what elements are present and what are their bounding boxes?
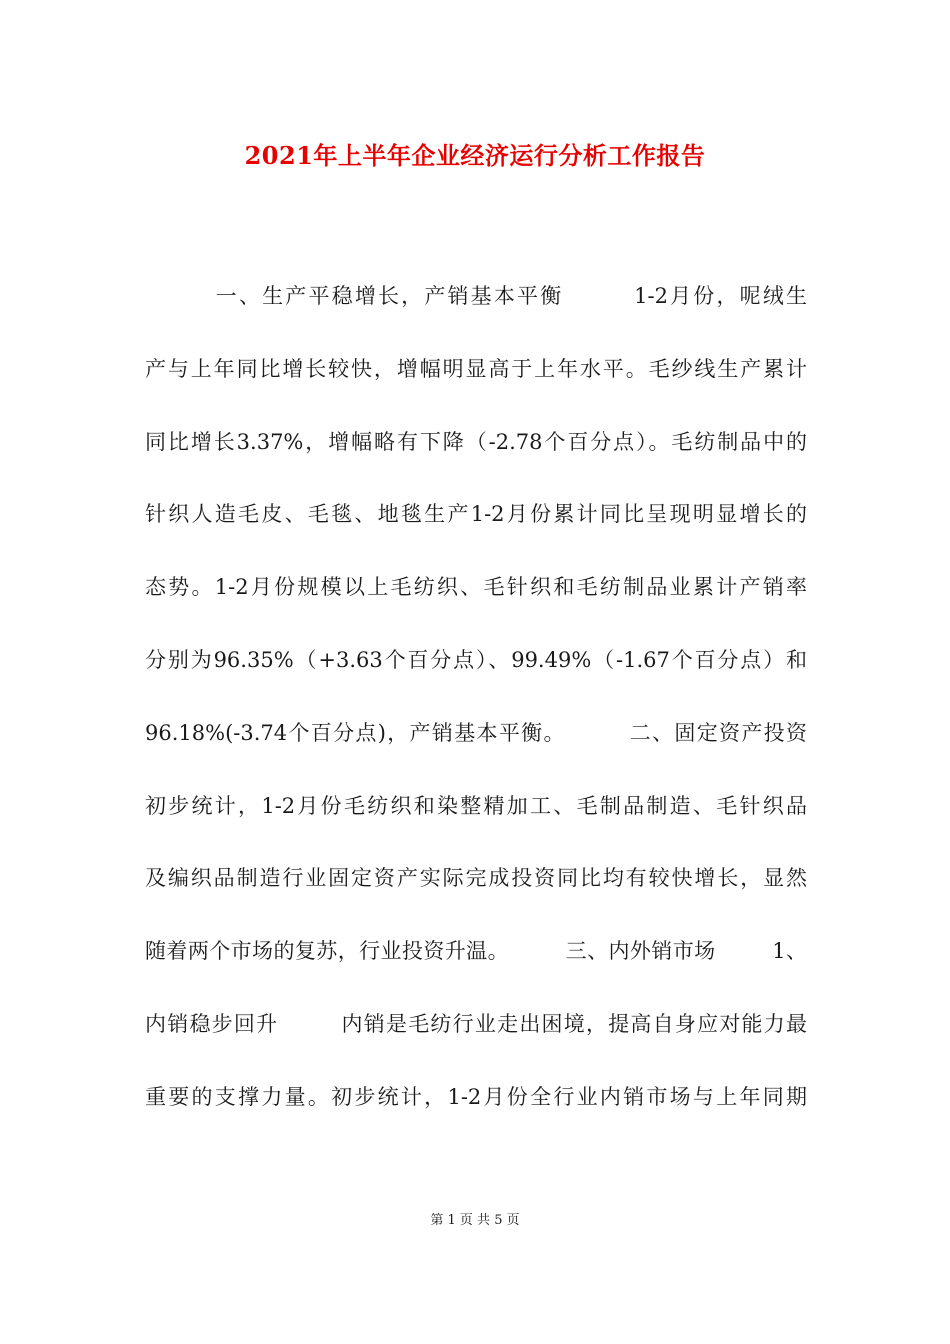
body-line: 96.18%(-3.74个百分点)，产销基本平衡。 二、固定资产投资 — [145, 720, 807, 745]
body-line: 产与上年同比增长较快，增幅明显高于上年水平。毛纱线生产累计 — [145, 356, 807, 381]
body-line: 分别为96.35%（+3.63个百分点）、99.49%（-1.67个百分点）和 — [145, 647, 807, 672]
body-line: 重要的支撑力量。初步统计，1-2月份全行业内销市场与上年同期 — [145, 1084, 807, 1109]
body-line: 态势。1-2月份规模以上毛纺织、毛针织和毛纺制品业累计产销率 — [145, 575, 807, 600]
body-line: 随着两个市场的复苏，行业投资升温。 三、内外销市场 1、 — [145, 939, 807, 964]
body-line: 初步统计，1-2月份毛纺织和染整精加工、毛制品制造、毛针织品 — [145, 793, 807, 818]
body-line: 内销稳步回升 内销是毛纺行业走出困境，提高自身应对能力最 — [145, 1011, 807, 1036]
document-title: 2021年上半年企业经济运行分析工作报告 — [244, 141, 706, 170]
document-body — [145, 276, 807, 1150]
page-footer: 第 1 页 共 5 页 — [430, 1213, 520, 1228]
body-line: 针织人造毛皮、毛毯、地毯生产1-2月份累计同比呈现明显增长的 — [145, 502, 807, 527]
body-line: 一、生产平稳增长，产销基本平衡 1-2月份，呢绒生 — [145, 284, 807, 308]
body-line: 及编织品制造行业固定资产实际完成投资同比均有较快增长，显然 — [145, 866, 807, 891]
body-line: 同比增长3.37%，增幅略有下降（-2.78个百分点）。毛纺制品中的 — [145, 429, 807, 454]
